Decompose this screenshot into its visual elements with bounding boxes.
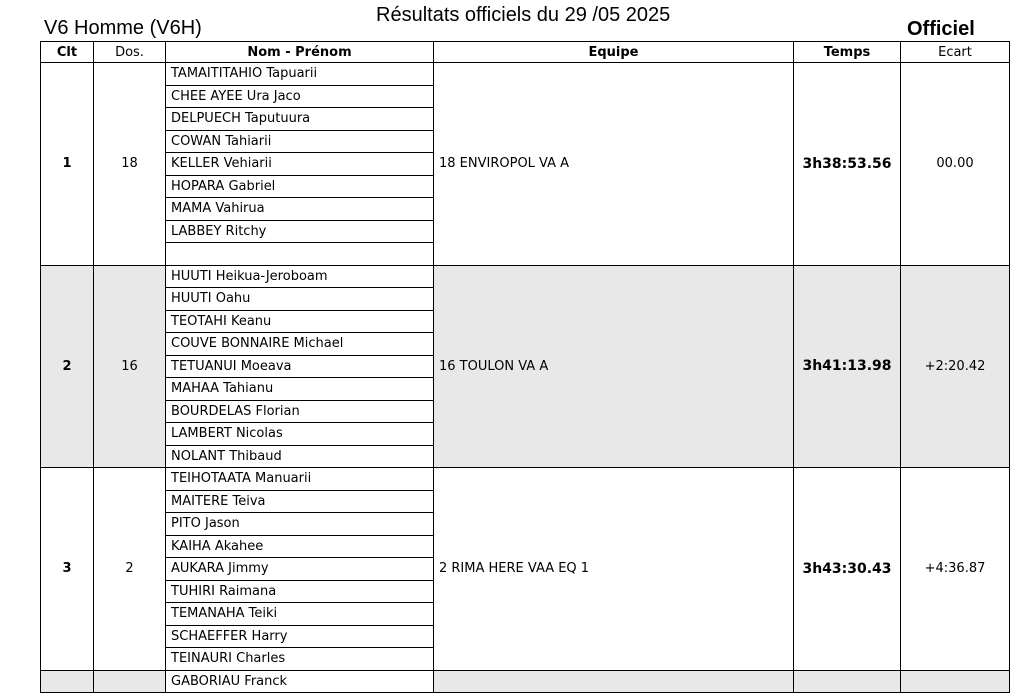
crew-member-name: KELLER Vehiarii [166, 153, 434, 176]
col-header-bib: Dos. [94, 42, 166, 63]
col-header-team: Equipe [434, 42, 794, 63]
col-header-rank: Clt [41, 42, 94, 63]
crew-member-name: CHEE AYEE Ura Jaco [166, 85, 434, 108]
team-cell [434, 670, 794, 693]
rank-cell: 2 [41, 265, 94, 468]
bib-cell [94, 670, 166, 693]
col-header-name: Nom - Prénom [166, 42, 434, 63]
crew-member-name: PITO Jason [166, 513, 434, 536]
crew-member-name: TEOTAHI Keanu [166, 310, 434, 333]
crew-member-name: COUVE BONNAIRE Michael [166, 333, 434, 356]
crew-member-name: AUKARA Jimmy [166, 558, 434, 581]
crew-member-name: KAIHA Akahee [166, 535, 434, 558]
crew-member-name: TEINAURI Charles [166, 648, 434, 671]
team-cell: 2 RIMA HERE VAA EQ 1 [434, 468, 794, 671]
results-body [41, 63, 1010, 693]
crew-member-name: LABBEY Ritchy [166, 220, 434, 243]
crew-member-name: TETUANUI Moeava [166, 355, 434, 378]
crew-member-name: MAMA Vahirua [166, 198, 434, 221]
time-cell [794, 670, 901, 693]
crew-member-name: TAMAITITAHIO Tapuarii [166, 63, 434, 86]
crew-member-name: DELPUECH Taputuura [166, 108, 434, 131]
rank-cell: 1 [41, 63, 94, 266]
crew-member-name: TUHIRI Raimana [166, 580, 434, 603]
official-status: Officiel [907, 18, 975, 40]
crew-member-name: HOPARA Gabriel [166, 175, 434, 198]
team-cell: 16 TOULON VA A [434, 265, 794, 468]
crew-member-name: MAITERE Teiva [166, 490, 434, 513]
gap-cell: +2:20.42 [901, 265, 1010, 468]
gap-cell: 00.00 [901, 63, 1010, 266]
rank-cell: 3 [41, 468, 94, 671]
team-cell: 18 ENVIROPOL VA A [434, 63, 794, 266]
table-row [41, 468, 1010, 491]
crew-member-name: SCHAEFFER Harry [166, 625, 434, 648]
crew-member-name: GABORIAU Franck [166, 670, 434, 693]
table-row [41, 265, 1010, 288]
col-header-gap: Ecart [901, 42, 1010, 63]
time-cell: 3h38:53.56 [794, 63, 901, 266]
crew-member-name: TEIHOTAATA Manuarii [166, 468, 434, 491]
table-row [41, 63, 1010, 86]
bib-cell: 16 [94, 265, 166, 468]
crew-member-name: TEMANAHA Teiki [166, 603, 434, 626]
bib-cell: 18 [94, 63, 166, 266]
page-title: Résultats officiels du 29 /05 2025 [376, 4, 671, 26]
bib-cell: 2 [94, 468, 166, 671]
crew-member-name: LAMBERT Nicolas [166, 423, 434, 446]
category-label: V6 Homme (V6H) [44, 17, 202, 39]
header-row [41, 42, 1010, 63]
crew-member-name: MAHAA Tahianu [166, 378, 434, 401]
gap-cell: +4:36.87 [901, 468, 1010, 671]
table-row [41, 670, 1010, 693]
crew-member-name [166, 243, 434, 266]
crew-member-name: BOURDELAS Florian [166, 400, 434, 423]
rank-cell [41, 670, 94, 693]
results-table [40, 41, 1010, 693]
time-cell: 3h43:30.43 [794, 468, 901, 671]
time-cell: 3h41:13.98 [794, 265, 901, 468]
crew-member-name: HUUTI Oahu [166, 288, 434, 311]
gap-cell [901, 670, 1010, 693]
crew-member-name: HUUTI Heikua-Jeroboam [166, 265, 434, 288]
crew-member-name: NOLANT Thibaud [166, 445, 434, 468]
crew-member-name: COWAN Tahiarii [166, 130, 434, 153]
col-header-time: Temps [794, 42, 901, 63]
